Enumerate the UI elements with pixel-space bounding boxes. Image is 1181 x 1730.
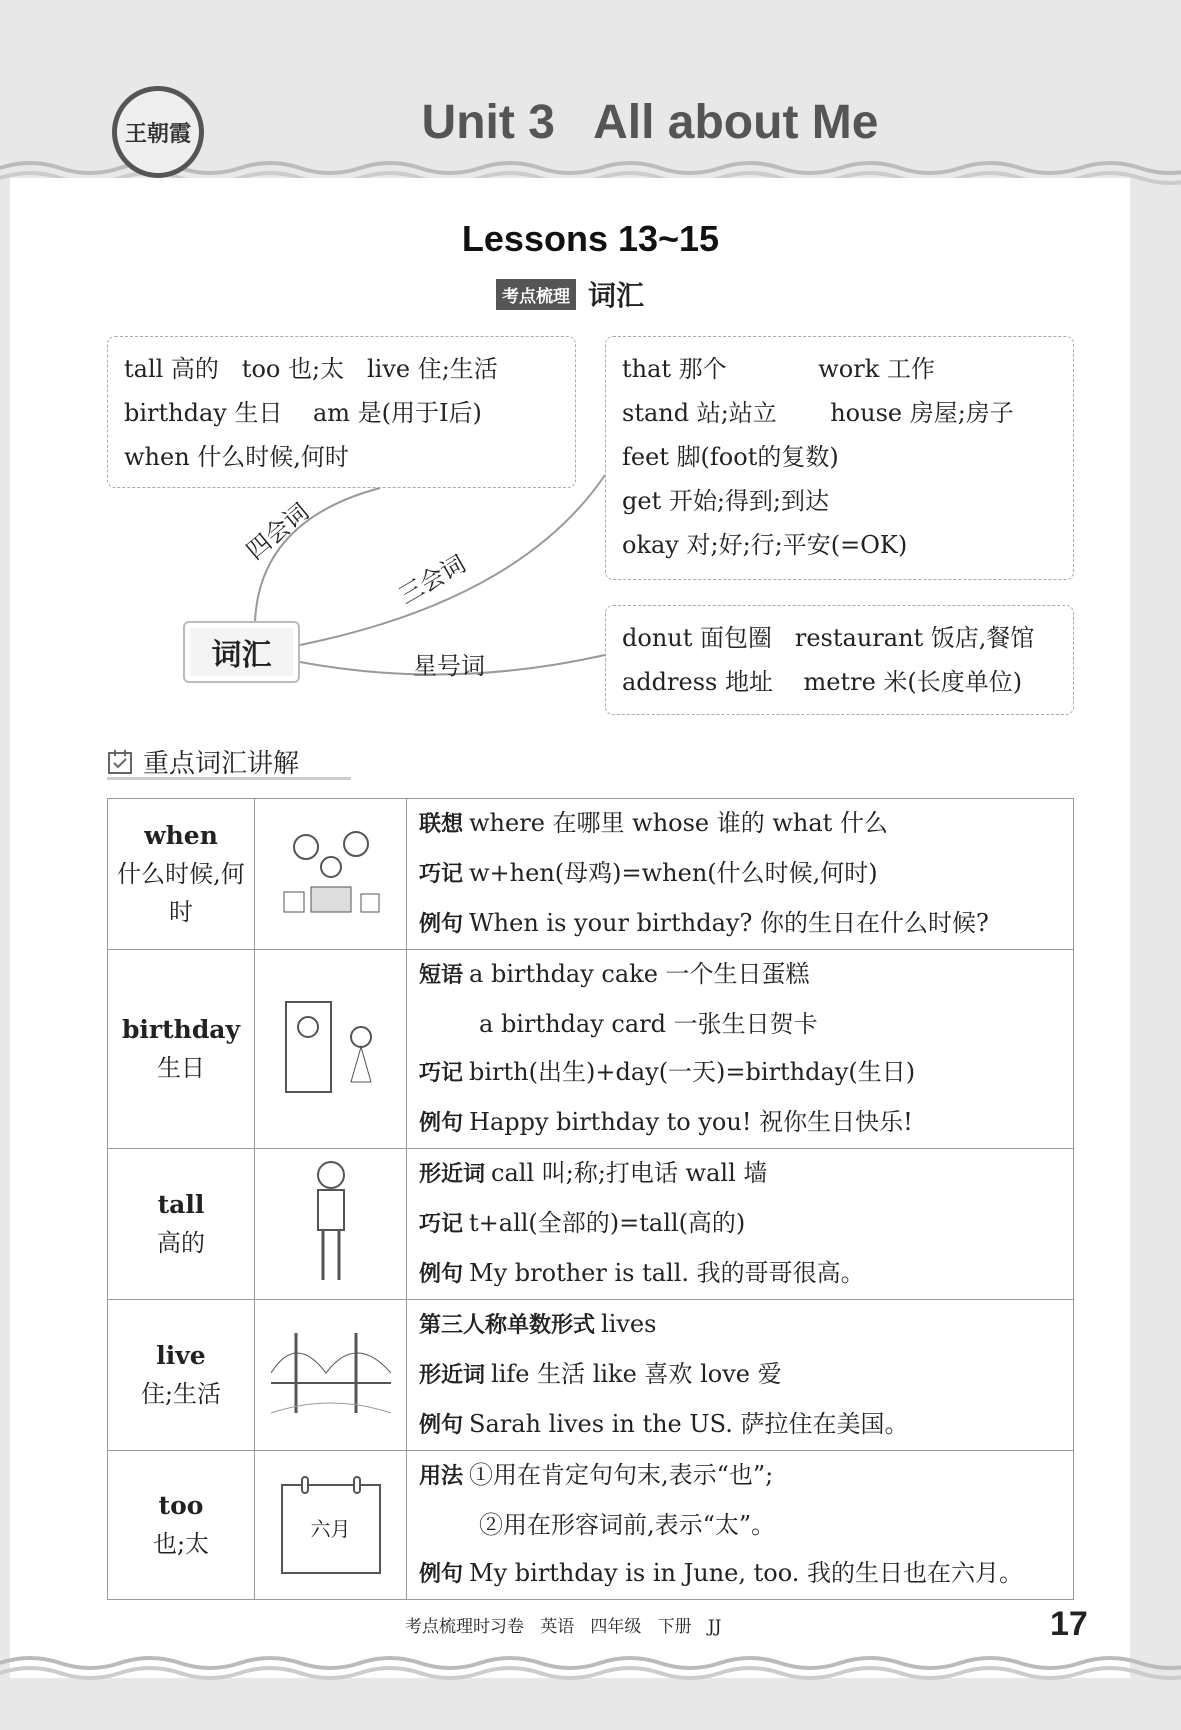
vocab-line: get 开始;得到;到达 xyxy=(622,487,830,515)
vocab-line: tall 高的 too 也;太 live 住;生活 xyxy=(124,355,498,383)
vocab-line: address 地址 metre 米(长度单位) xyxy=(622,668,1023,696)
vocab-meaning: 什么时候,何时 xyxy=(117,860,245,926)
explanation-text: t+all(全部的)=tall(高的) xyxy=(469,1209,746,1237)
vocab-word-cell xyxy=(108,1149,255,1300)
calendar-icon xyxy=(281,1484,381,1574)
explanation-key: 例句 xyxy=(419,1562,464,1587)
explanation-key: 短语 xyxy=(419,963,464,988)
vocab-explanation-cell xyxy=(407,799,1074,950)
explanation-key: 例句 xyxy=(419,1413,464,1438)
vocab-row xyxy=(108,950,1074,1149)
explanation-line xyxy=(419,1501,1061,1549)
vocab-word: birthday xyxy=(121,1015,241,1044)
vocab-meaning: 住;生活 xyxy=(140,1380,222,1408)
branch-label: 三会词 xyxy=(394,549,471,610)
vocab-line: stand 站;站立 house 房屋;房子 xyxy=(622,399,1014,427)
branch-box-starred xyxy=(605,605,1074,715)
explanation-text: When is your birthday? 你的生日在什么时候? xyxy=(469,909,989,937)
vocab-line: when 什么时候,何时 xyxy=(124,443,349,471)
vocab-word: live xyxy=(156,1341,206,1370)
section-tag: 考点梳理 xyxy=(496,279,576,310)
branch-box-three-skill xyxy=(605,336,1074,580)
vocab-row xyxy=(108,1451,1074,1600)
explanation-line xyxy=(419,849,1061,899)
explanation-text: w+hen(母鸡)=when(什么时候,何时) xyxy=(469,859,878,887)
vocab-section-title: 重点词汇讲解 xyxy=(143,749,300,779)
tall-boy-illustration xyxy=(301,1272,361,1291)
calendar-text: 六月 xyxy=(310,1517,351,1541)
vocab-picture-cell xyxy=(255,950,407,1149)
explanation-key: 联想 xyxy=(419,812,464,837)
page-number: 17 xyxy=(1050,1605,1088,1643)
explanation-key: 巧记 xyxy=(419,862,464,887)
vocab-explanation-cell xyxy=(407,1451,1074,1600)
explanation-line xyxy=(419,1199,1061,1249)
explanation-line xyxy=(419,1149,1061,1199)
vocab-line: feet 脚(foot的复数) xyxy=(622,443,839,471)
vocab-picture-cell xyxy=(255,799,407,950)
branch-label: 星号词 xyxy=(413,652,485,680)
explanation-key: 用法 xyxy=(419,1464,464,1489)
vocab-explanation-cell xyxy=(407,1300,1074,1451)
vocab-word-cell xyxy=(108,1451,255,1600)
explanation-text: My brother is tall. 我的哥哥很高。 xyxy=(469,1259,865,1287)
vocab-word-cell xyxy=(108,799,255,950)
explanation-key: 例句 xyxy=(419,912,464,937)
mindmap-center-node: 词汇 xyxy=(183,621,300,683)
explanation-key: 形近词 xyxy=(419,1363,486,1388)
explanation-text: life 生活 like 喜欢 love 爱 xyxy=(491,1360,782,1388)
vocab-word: tall xyxy=(157,1190,205,1219)
explanation-line xyxy=(419,950,1061,1000)
footer-text: 考点梳理时习卷 英语 四年级 下册 JJ xyxy=(405,1617,722,1637)
birthday-party-illustration xyxy=(276,907,386,926)
unit-title: Unit 3 All about Me xyxy=(421,96,879,149)
logo-text: 王朝霞 xyxy=(124,120,191,147)
explanation-line xyxy=(419,899,1061,949)
vocab-section-header xyxy=(107,746,351,780)
vocab-line: birthday 生日 am 是(用于I后) xyxy=(124,399,482,427)
explanation-line xyxy=(419,1300,1061,1350)
explanation-text: birth(出生)+day(一天)=birthday(生日) xyxy=(469,1058,916,1086)
explanation-text: where 在哪里 whose 谁的 what 什么 xyxy=(469,809,888,837)
vocab-word-cell xyxy=(108,950,255,1149)
explanation-line xyxy=(419,1000,1061,1048)
explanation-text: My birthday is in June, too. 我的生日也在六月。 xyxy=(469,1559,1024,1587)
section-title: 词汇 xyxy=(588,279,645,312)
explanation-line xyxy=(419,1400,1061,1450)
explanation-text: Sarah lives in the US. 萨拉住在美国。 xyxy=(469,1410,909,1438)
calendar-check-icon xyxy=(107,749,133,775)
explanation-key: 巧记 xyxy=(419,1061,464,1086)
explanation-line xyxy=(419,1549,1061,1599)
explanation-text: Happy birthday to you! 祝你生日快乐! xyxy=(469,1108,913,1136)
vocab-picture-cell xyxy=(255,1300,407,1451)
vocab-word: when xyxy=(144,821,218,850)
explanation-line xyxy=(419,1098,1061,1148)
explanation-text: ②用在形容词前,表示“太”。 xyxy=(479,1511,776,1539)
explanation-text: a birthday card 一张生日贺卡 xyxy=(479,1010,818,1038)
vocab-picture-cell xyxy=(255,1451,407,1600)
explanation-text: lives xyxy=(601,1310,657,1338)
explanation-key: 例句 xyxy=(419,1111,464,1136)
vocab-word-cell xyxy=(108,1300,255,1451)
branch-box-four-skill xyxy=(107,336,576,488)
vocab-table xyxy=(107,798,1074,1600)
vocab-line: that 那个 work 工作 xyxy=(622,355,935,383)
explanation-text: ①用在肯定句句末,表示“也”; xyxy=(469,1461,774,1489)
birthday-card-illustration xyxy=(276,1087,386,1106)
explanation-text: a birthday cake 一个生日蛋糕 xyxy=(469,960,810,988)
vocab-line: okay 对;好;行;平安(=OK) xyxy=(622,531,908,559)
explanation-line xyxy=(419,1249,1061,1299)
explanation-line xyxy=(419,799,1061,849)
vocab-word: too xyxy=(158,1491,204,1520)
lessons-title: Lessons 13~15 xyxy=(461,218,720,259)
vocab-meaning: 生日 xyxy=(157,1054,205,1082)
vocab-explanation-cell xyxy=(407,1149,1074,1300)
explanation-line xyxy=(419,1048,1061,1098)
vocab-row xyxy=(108,1149,1074,1300)
explanation-key: 第三人称单数形式 xyxy=(419,1313,596,1338)
vocab-line: donut 面包圈 restaurant 饭店,餐馆 xyxy=(622,624,1035,652)
vocab-picture-cell xyxy=(255,1149,407,1300)
explanation-key: 巧记 xyxy=(419,1212,464,1237)
explanation-key: 例句 xyxy=(419,1262,464,1287)
vocab-meaning: 高的 xyxy=(157,1229,205,1257)
branch-label: 四会词 xyxy=(241,497,315,566)
bridge-illustration xyxy=(271,1408,391,1427)
explanation-key: 形近词 xyxy=(419,1162,486,1187)
explanation-text: call 叫;称;打电话 wall 墙 xyxy=(491,1159,768,1187)
vocab-meaning: 也;太 xyxy=(152,1530,210,1558)
vocab-explanation-cell xyxy=(407,950,1074,1149)
vocab-row xyxy=(108,1300,1074,1451)
vocab-row xyxy=(108,799,1074,950)
explanation-line xyxy=(419,1451,1061,1501)
explanation-line xyxy=(419,1350,1061,1400)
